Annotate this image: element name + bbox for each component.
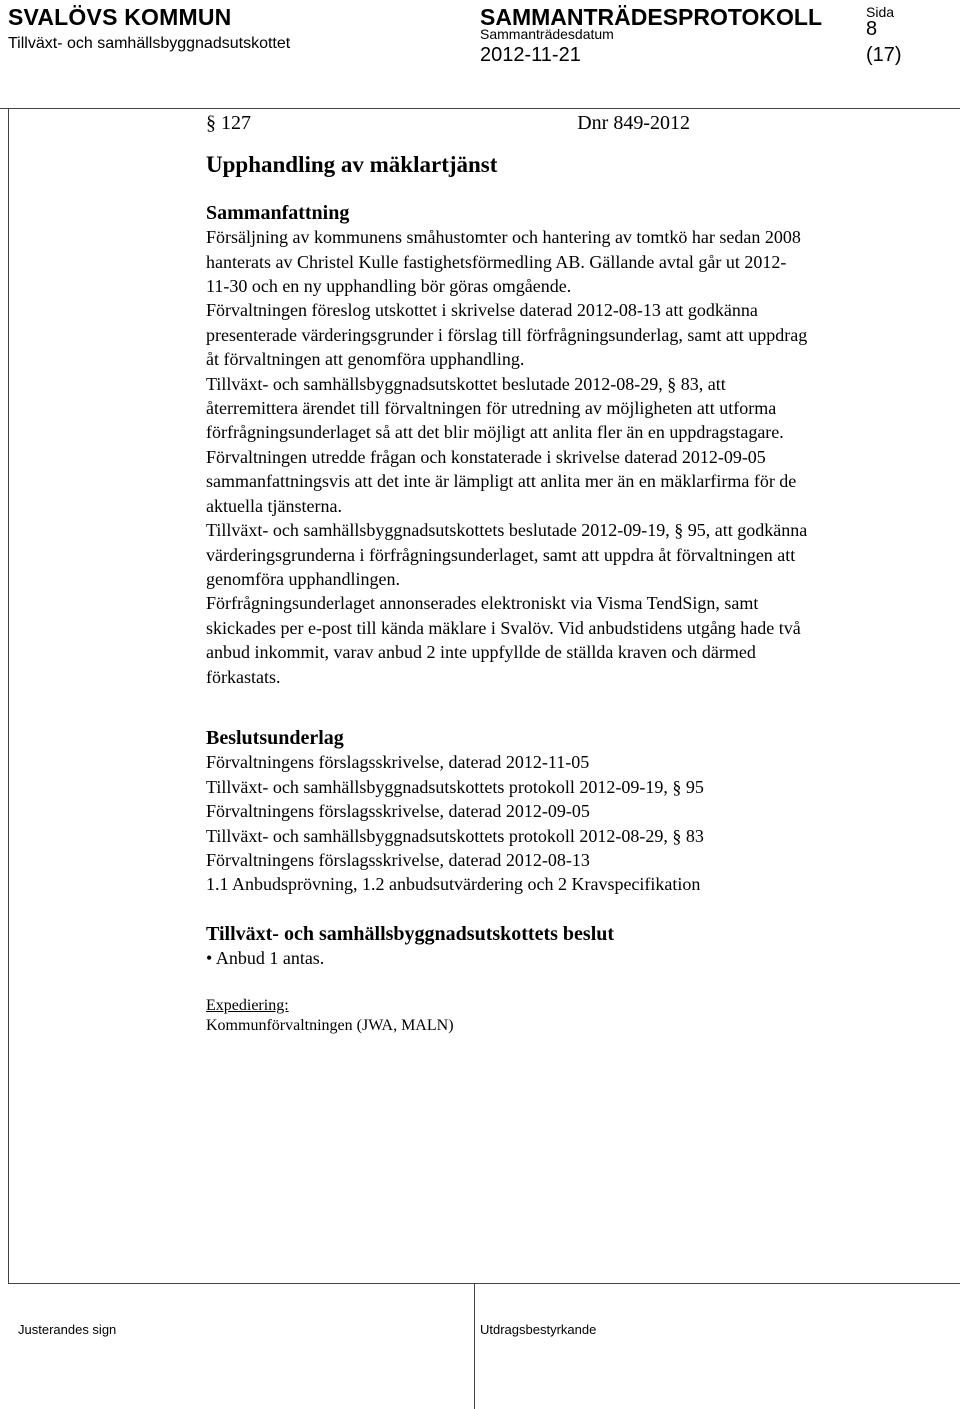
text-line: förfrågningsunderlaget så att det blir möjligt att anlita fler än en uppdragstagare. [206,422,784,443]
basis-item: 1.1 Anbudsprövning, 1.2 anbudsutvärdering och 2 Kravspecifikation [206,874,701,895]
text-line: sammanfattningsvis att det inte är lämpligt att anlita mer än en mäklarfirma för de [206,471,797,492]
page-total: (17) [866,44,902,66]
footer-divider [8,1283,960,1284]
text-line: genomföra upphandlingen. [206,568,400,589]
text-line: förkastats. [206,666,281,687]
text-line: presenterade värderingsgrunder i förslag till förfrågningsunderlag, samt att uppdrag [206,324,808,345]
basis-item: Förvaltningens förslagsskrivelse, daterad 2012-09-05 [206,801,590,822]
adjuster-signature-label: Justerandes sign [18,1322,117,1337]
basis-item: Förvaltningens förslagsskrivelse, daterad 2012-11-05 [206,752,590,773]
summary-paragraph-1 [206,225,906,298]
committee-name: Tillväxt- och samhällsbyggnadsutskottet [8,35,291,52]
summary-heading: Sammanfattning [206,201,350,224]
meeting-date: 2012-11-21 [480,44,581,66]
page-label: Sida [866,4,895,20]
text-line: åt förvaltningen att genomföra upphandling. [206,349,525,370]
decision-text: Anbud 1 antas. [215,948,325,969]
text-line: Tillväxt- och samhällsbyggnadsutskottets beslutade 2012-09-19, § 95, att godkänna [206,520,808,541]
basis-item: Tillväxt- och samhällsbyggnadsutskottets protokoll 2012-08-29, § 83 [206,825,704,846]
dispatch-label: Expediering: [206,996,289,1014]
left-margin-line [8,108,9,1283]
text-line: 11-30 och en ny upphandling bör göras omgående. [206,276,572,297]
text-line: Förvaltningen utredde frågan och konstaterade i skrivelse daterad 2012-09-05 [206,446,766,467]
organization-name: SVALÖVS KOMMUN [8,4,232,30]
section-sign: § [206,112,216,134]
decision-basis-list [206,750,906,896]
section-label-row [206,111,690,135]
footer-column-divider [474,1283,475,1409]
summary-paragraph-4 [206,518,906,591]
dispatch-recipients: Kommunförvaltningen (JWA, MALN) [206,1016,454,1034]
page-number: 8 [866,18,878,40]
text-line: värderingsgrunderna i förfrågningsunderlaget, samt att uppdra åt förvaltningen att [206,544,796,565]
section-number-value: 127 [221,112,251,134]
text-line: Försäljning av kommunens småhustomter och hantering av tomtkö har sedan 2008 [206,227,801,248]
decision-heading: Tillväxt- och samhällsbyggnadsutskottets beslut [206,922,615,945]
bullet-icon: • [206,948,213,969]
summary-paragraph-5 [206,591,906,689]
protocol-body [206,109,906,1036]
summary-paragraph-3 [206,372,906,518]
meeting-date-label: Sammanträdesdatum [480,26,614,42]
extract-certification-label: Utdragsbestyrkande [480,1322,597,1337]
text-line: aktuella tjänsterna. [206,495,342,516]
text-line: anbud inkommit, varav anbud 2 inte uppfyllde de ställda kraven och därmed [206,642,756,663]
text-line: skickades per e-post till kända mäklare i Svalöv. Vid anbudstidens utgång hade två [206,617,801,638]
summary-paragraph-2 [206,298,906,371]
diary-number: Dnr 849-2012 [577,112,690,134]
basis-item: Förvaltningens förslagsskrivelse, daterad 2012-08-13 [206,849,590,870]
text-line: återremittera ärendet till förvaltningen för utredning av möjligheten att utforma [206,398,777,419]
document-type: SAMMANTRÄDESPROTOKOLL [480,4,823,30]
item-title: Upphandling av mäklartjänst [206,152,498,178]
decision-basis-heading: Beslutsunderlag [206,726,344,749]
section-number [206,111,251,135]
text-line: Förvaltningen föreslog utskottet i skrivelse daterad 2012-08-13 att godkänna [206,300,758,321]
text-line: hanterats av Christel Kulle fastighetsförmedling AB. Gällande avtal går ut 2012- [206,251,787,272]
basis-item: Tillväxt- och samhällsbyggnadsutskottets protokoll 2012-09-19, § 95 [206,776,704,797]
text-line: Förfrågningsunderlaget annonserades elektroniskt via Visma TendSign, samt [206,593,759,614]
text-line: Tillväxt- och samhällsbyggnadsutskottet beslutade 2012-08-29, § 83, att [206,373,726,394]
decision-item [206,946,906,970]
